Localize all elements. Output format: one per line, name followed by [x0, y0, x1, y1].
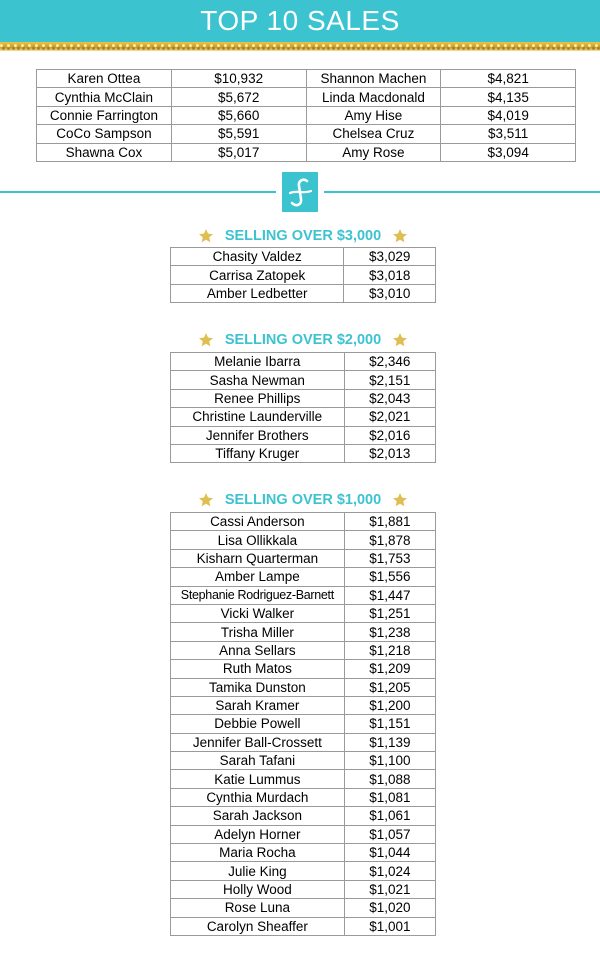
seller-name: Shawna Cox: [37, 143, 172, 161]
seller-name: Maria Rocha: [171, 844, 345, 862]
seller-amount: $3,511: [441, 125, 576, 143]
table-row: [171, 770, 436, 788]
seller-amount: $2,346: [344, 353, 435, 371]
table-row: [171, 586, 436, 604]
tier-table-2000: [170, 352, 436, 463]
table-row: [171, 715, 436, 733]
header-banner: [0, 0, 600, 42]
table-row: [37, 143, 576, 161]
seller-name: Amber Ledbetter: [171, 284, 344, 302]
seller-name: Kisharn Quarterman: [171, 549, 345, 567]
seller-amount: $4,821: [441, 70, 576, 88]
seller-amount: $1,238: [344, 623, 435, 641]
seller-amount: $1,020: [344, 899, 435, 917]
table-row: [171, 568, 436, 586]
table-row: [171, 549, 436, 567]
seller-name: Adelyn Horner: [171, 825, 345, 843]
seller-amount: $5,660: [171, 106, 306, 124]
seller-amount: $3,018: [344, 266, 436, 284]
seller-name: Julie King: [171, 862, 345, 880]
seller-name: Tiffany Kruger: [171, 444, 345, 462]
seller-name: Christine Launderville: [171, 408, 345, 426]
tier-title: SELLING OVER $3,000: [224, 228, 382, 244]
seller-amount: $3,010: [344, 284, 436, 302]
seller-amount: $1,024: [344, 862, 435, 880]
seller-amount: $2,043: [344, 389, 435, 407]
star-icon: [392, 492, 408, 508]
table-row: [37, 125, 576, 143]
table-row: [171, 807, 436, 825]
seller-name: Connie Farrington: [37, 106, 172, 124]
table-row: [171, 604, 436, 622]
seller-amount: $1,061: [344, 807, 435, 825]
seller-amount: $1,753: [344, 549, 435, 567]
table-row: [171, 825, 436, 843]
tier-heading-2000: [170, 331, 436, 349]
divider-line-left: [0, 191, 276, 193]
table-row: [37, 70, 576, 88]
seller-name: Amber Lampe: [171, 568, 345, 586]
seller-name: Sarah Kramer: [171, 696, 345, 714]
seller-amount: $2,021: [344, 408, 435, 426]
seller-name: Shannon Machen: [306, 70, 441, 88]
tier-heading-3000: [170, 227, 436, 245]
seller-name: Debbie Powell: [171, 715, 345, 733]
divider-line-right: [324, 191, 600, 193]
seller-amount: $2,151: [344, 371, 435, 389]
seller-amount: $4,135: [441, 88, 576, 106]
table-row: [171, 696, 436, 714]
star-icon: [392, 228, 408, 244]
seller-name: Holly Wood: [171, 880, 345, 898]
table-row: [171, 844, 436, 862]
seller-name: Linda Macdonald: [306, 88, 441, 106]
seller-amount: $1,088: [344, 770, 435, 788]
seller-amount: $1,209: [344, 660, 435, 678]
seller-amount: $1,251: [344, 604, 435, 622]
script-f-logo-icon: [282, 172, 318, 212]
seller-amount: $1,100: [344, 752, 435, 770]
table-row: [171, 531, 436, 549]
tier-table-1000: [170, 512, 436, 936]
tier-heading-1000: [170, 491, 436, 509]
seller-name: Cynthia McClain: [37, 88, 172, 106]
tier-title: SELLING OVER $2,000: [224, 332, 382, 348]
seller-name: Vicki Walker: [171, 604, 345, 622]
table-row: [171, 371, 436, 389]
star-icon: [198, 492, 214, 508]
seller-amount: $1,151: [344, 715, 435, 733]
table-row: [171, 284, 436, 302]
tier-title: SELLING OVER $1,000: [224, 492, 382, 508]
seller-amount: $1,081: [344, 788, 435, 806]
tier-table-3000: [170, 247, 436, 303]
table-row: [171, 641, 436, 659]
seller-name: Sarah Tafani: [171, 752, 345, 770]
seller-name: Rose Luna: [171, 899, 345, 917]
seller-name: Carolyn Sheaffer: [171, 917, 345, 935]
seller-name: Chasity Valdez: [171, 248, 344, 266]
seller-amount: $1,200: [344, 696, 435, 714]
seller-name: Sasha Newman: [171, 371, 345, 389]
seller-amount: $1,205: [344, 678, 435, 696]
seller-name: Amy Hise: [306, 106, 441, 124]
table-row: [171, 862, 436, 880]
seller-amount: $10,932: [171, 70, 306, 88]
seller-name: Jennifer Ball-Crossett: [171, 733, 345, 751]
star-icon: [198, 228, 214, 244]
table-row: [171, 353, 436, 371]
table-row: [171, 426, 436, 444]
seller-amount: $3,094: [441, 143, 576, 161]
seller-amount: $1,556: [344, 568, 435, 586]
seller-name: Amy Rose: [306, 143, 441, 161]
star-icon: [198, 332, 214, 348]
table-row: [171, 899, 436, 917]
page-title: TOP 10 SALES: [200, 5, 400, 36]
table-row: [171, 917, 436, 935]
seller-name: Sarah Jackson: [171, 807, 345, 825]
seller-name: Lisa Ollikkala: [171, 531, 345, 549]
glitter-border: [0, 42, 600, 51]
seller-name: Stephanie Rodriguez-Barnett: [171, 586, 345, 604]
top10-table: [36, 69, 576, 162]
seller-name: Melanie Ibarra: [171, 353, 345, 371]
seller-amount: $5,017: [171, 143, 306, 161]
seller-name: CoCo Sampson: [37, 125, 172, 143]
seller-amount: $2,016: [344, 426, 435, 444]
seller-amount: $1,878: [344, 531, 435, 549]
table-row: [171, 752, 436, 770]
seller-name: Carrisa Zatopek: [171, 266, 344, 284]
seller-name: Renee Phillips: [171, 389, 345, 407]
seller-amount: $1,139: [344, 733, 435, 751]
seller-amount: $4,019: [441, 106, 576, 124]
seller-name: Cassi Anderson: [171, 513, 345, 531]
seller-amount: $1,021: [344, 880, 435, 898]
seller-amount: $1,881: [344, 513, 435, 531]
seller-amount: $2,013: [344, 444, 435, 462]
table-row: [171, 788, 436, 806]
seller-amount: $1,044: [344, 844, 435, 862]
table-row: [171, 733, 436, 751]
seller-name: Katie Lummus: [171, 770, 345, 788]
star-icon: [392, 332, 408, 348]
table-row: [171, 444, 436, 462]
seller-amount: $5,591: [171, 125, 306, 143]
seller-name: Ruth Matos: [171, 660, 345, 678]
table-row: [171, 678, 436, 696]
seller-amount: $1,218: [344, 641, 435, 659]
seller-name: Karen Ottea: [37, 70, 172, 88]
seller-name: Jennifer Brothers: [171, 426, 345, 444]
table-row: [171, 513, 436, 531]
seller-amount: $1,001: [344, 917, 435, 935]
seller-name: Cynthia Murdach: [171, 788, 345, 806]
table-row: [171, 266, 436, 284]
seller-name: Trisha Miller: [171, 623, 345, 641]
seller-name: Chelsea Cruz: [306, 125, 441, 143]
table-row: [171, 660, 436, 678]
table-row: [171, 389, 436, 407]
table-row: [171, 623, 436, 641]
seller-amount: $3,029: [344, 248, 436, 266]
table-row: [171, 248, 436, 266]
seller-amount: $1,447: [344, 586, 435, 604]
table-row: [37, 88, 576, 106]
seller-amount: $1,057: [344, 825, 435, 843]
table-row: [171, 880, 436, 898]
seller-amount: $5,672: [171, 88, 306, 106]
table-row: [37, 106, 576, 124]
table-row: [171, 408, 436, 426]
seller-name: Tamika Dunston: [171, 678, 345, 696]
seller-name: Anna Sellars: [171, 641, 345, 659]
